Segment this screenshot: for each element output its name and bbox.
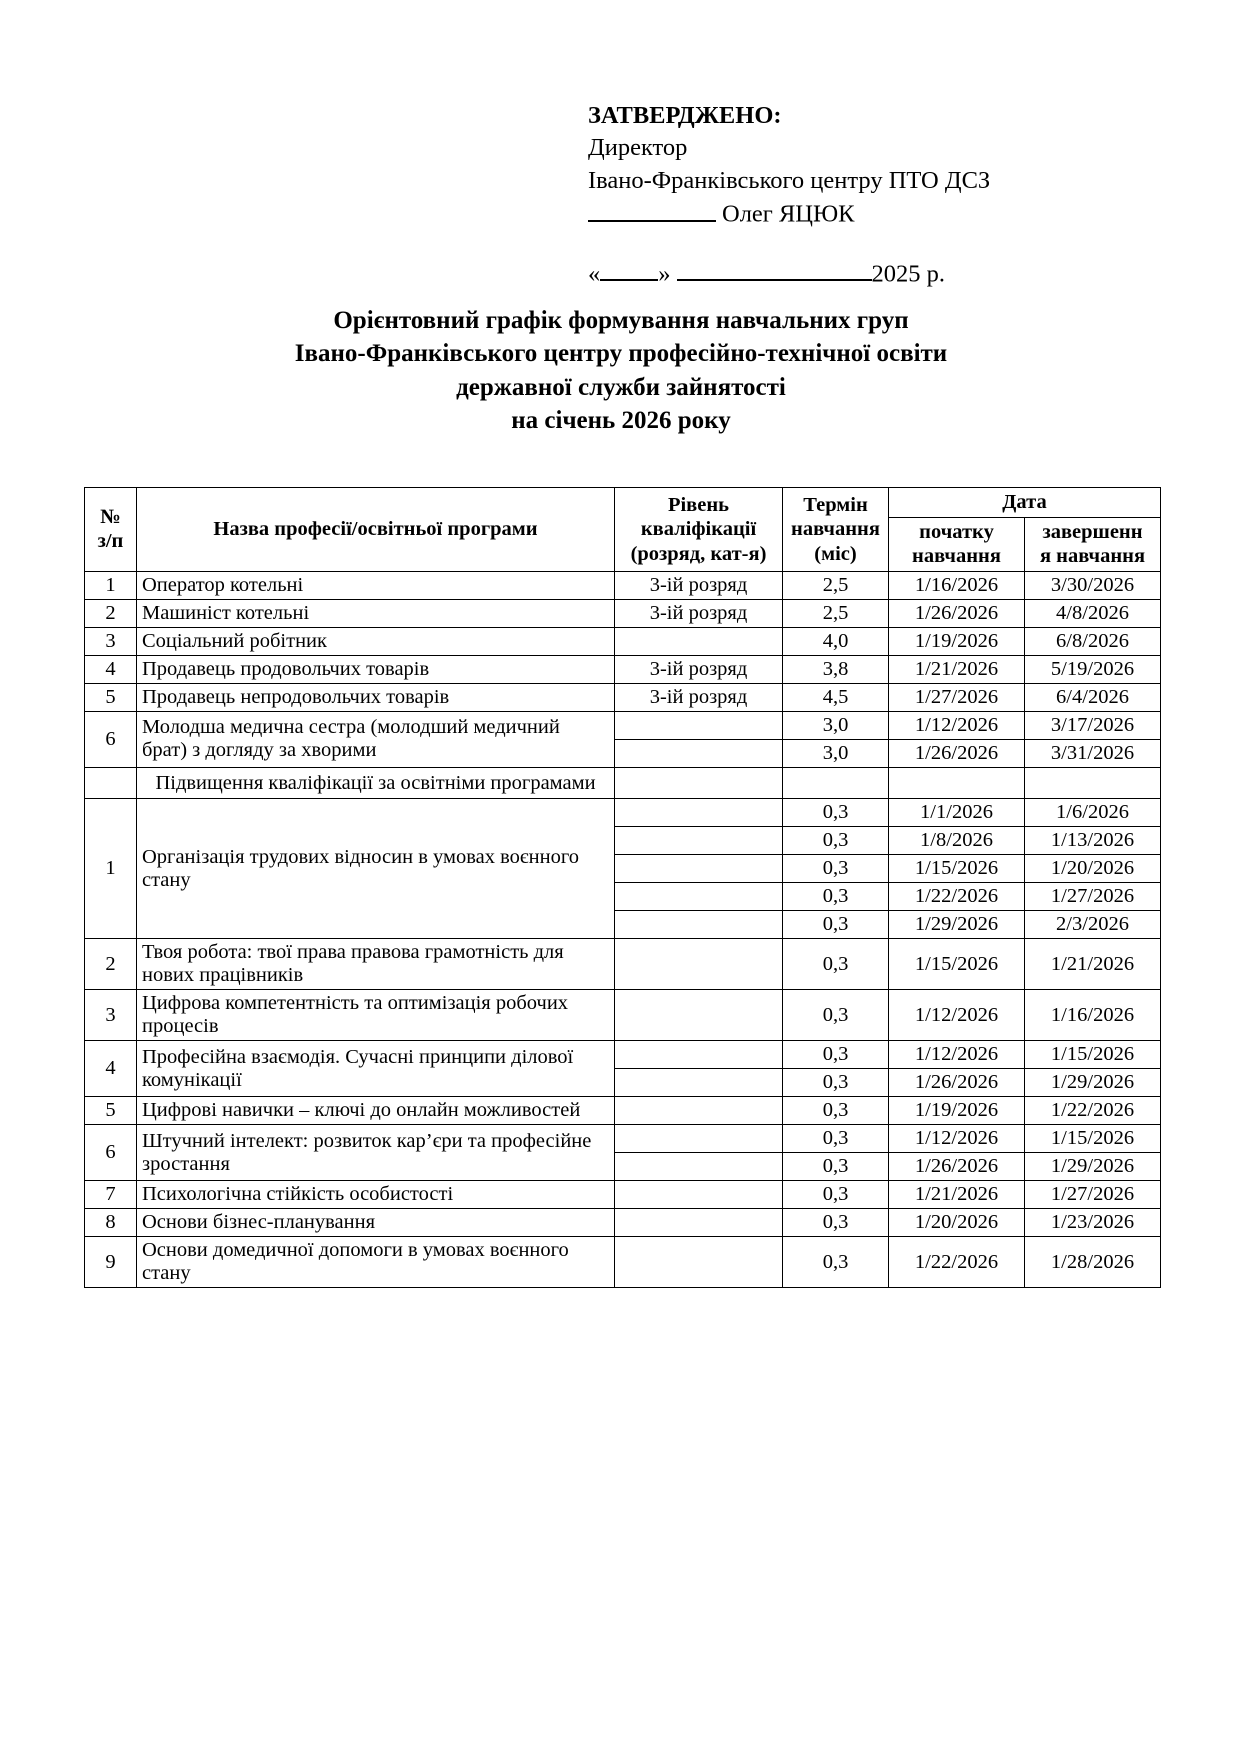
row-end-date: 1/6/2026 xyxy=(1025,799,1161,827)
row-qualification xyxy=(615,711,783,739)
row-duration: 0,3 xyxy=(783,1237,889,1288)
row-qualification xyxy=(615,627,783,655)
signature-blank xyxy=(588,197,716,222)
title-line-1: Орієнтовний графік формування навчальних груп xyxy=(333,307,909,334)
document-title xyxy=(0,304,1242,437)
row-program-name: Організація трудових відносин в умовах воєнного стану xyxy=(137,799,615,939)
row-end-date: 3/30/2026 xyxy=(1025,571,1161,599)
row-start-date: 1/1/2026 xyxy=(889,799,1025,827)
table-row xyxy=(85,990,1161,1041)
title-line-3: державної служби зайнятості xyxy=(456,373,786,401)
approval-signer: Олег ЯЦЮК xyxy=(722,200,855,228)
row-duration: 0,3 xyxy=(783,827,889,855)
row-start-date: 1/22/2026 xyxy=(889,883,1025,911)
row-qualification xyxy=(615,739,783,767)
approval-organization: Івано-Франківського центру ПТО ДСЗ xyxy=(588,166,991,194)
row-start-date: 1/26/2026 xyxy=(889,599,1025,627)
row-qualification: 3-ій розряд xyxy=(615,655,783,683)
row-number: 6 xyxy=(85,1125,137,1181)
row-end-date: 1/22/2026 xyxy=(1025,1097,1161,1125)
row-end-date: 1/20/2026 xyxy=(1025,855,1161,883)
row-start-date: 1/8/2026 xyxy=(889,827,1025,855)
row-qualification xyxy=(615,1041,783,1069)
row-duration: 0,3 xyxy=(783,990,889,1041)
header-number xyxy=(85,488,137,572)
row-duration: 0,3 xyxy=(783,883,889,911)
approval-year: 2025 р. xyxy=(871,260,945,288)
row-number: 2 xyxy=(85,939,137,990)
row-program-name: Основи домедичної допомоги в умовах воєнного стану xyxy=(137,1237,615,1288)
row-duration: 0,3 xyxy=(783,939,889,990)
row-qualification xyxy=(615,827,783,855)
row-profession-name: Продавець непродовольчих товарів xyxy=(137,683,615,711)
table-row xyxy=(85,799,1161,827)
header-date-start xyxy=(889,517,1025,571)
row-end-date: 1/15/2026 xyxy=(1025,1125,1161,1153)
row-duration: 0,3 xyxy=(783,911,889,939)
row-duration: 0,3 xyxy=(783,1125,889,1153)
row-start-date: 1/12/2026 xyxy=(889,1041,1025,1069)
row-number: 1 xyxy=(85,799,137,939)
row-qualification: 3-ій розряд xyxy=(615,683,783,711)
header-duration-line3: (міс) xyxy=(814,542,857,565)
row-program-name: Цифрові навички – ключі до онлайн можливостей xyxy=(137,1097,615,1125)
row-end-date: 3/31/2026 xyxy=(1025,739,1161,767)
row-start-date: 1/27/2026 xyxy=(889,683,1025,711)
header-number-line2: з/п xyxy=(97,530,124,553)
header-date-end xyxy=(1025,517,1161,571)
header-qualification-line2: кваліфікації xyxy=(640,518,757,541)
row-qualification xyxy=(615,1209,783,1237)
approval-role: Директор xyxy=(588,134,688,162)
header-profession-name: Назва професії/освітньої програми xyxy=(137,488,615,572)
schedule-table xyxy=(84,487,1161,1288)
row-start-date: 1/16/2026 xyxy=(889,571,1025,599)
row-start-date: 1/26/2026 xyxy=(889,1069,1025,1097)
date-quote-open: « xyxy=(588,260,601,288)
header-duration-line1: Термін xyxy=(803,493,868,516)
row-end-date: 1/28/2026 xyxy=(1025,1237,1161,1288)
row-duration: 0,3 xyxy=(783,1097,889,1125)
table-header xyxy=(85,488,1161,572)
table-row xyxy=(85,1041,1161,1069)
section-duration xyxy=(783,767,889,799)
row-end-date: 1/29/2026 xyxy=(1025,1153,1161,1181)
row-end-date: 2/3/2026 xyxy=(1025,911,1161,939)
row-start-date: 1/26/2026 xyxy=(889,1153,1025,1181)
row-qualification xyxy=(615,1097,783,1125)
header-date-end-line2: я навчання xyxy=(1039,545,1146,568)
row-number: 5 xyxy=(85,683,137,711)
row-start-date: 1/12/2026 xyxy=(889,990,1025,1041)
table-row xyxy=(85,1125,1161,1153)
date-quote-close: » xyxy=(658,260,671,288)
row-start-date: 1/19/2026 xyxy=(889,1097,1025,1125)
row-duration: 0,3 xyxy=(783,1069,889,1097)
row-duration: 0,3 xyxy=(783,855,889,883)
row-qualification xyxy=(615,939,783,990)
row-program-name: Основи бізнес-планування xyxy=(137,1209,615,1237)
approval-block xyxy=(588,100,1148,291)
row-profession-name: Оператор котельні xyxy=(137,571,615,599)
header-qualification-line1: Рівень xyxy=(667,493,730,516)
row-profession-name: Молодша медична сестра (молодший медичний брат) з догляду за хворими xyxy=(137,711,615,767)
row-end-date: 1/27/2026 xyxy=(1025,1181,1161,1209)
row-start-date: 1/12/2026 xyxy=(889,1125,1025,1153)
row-start-date: 1/19/2026 xyxy=(889,627,1025,655)
table-row xyxy=(85,939,1161,990)
row-number: 4 xyxy=(85,1041,137,1097)
row-end-date: 1/13/2026 xyxy=(1025,827,1161,855)
table-body xyxy=(85,571,1161,1288)
title-line-4: на січень 2026 року xyxy=(511,406,731,434)
row-start-date: 1/15/2026 xyxy=(889,855,1025,883)
row-duration: 0,3 xyxy=(783,1181,889,1209)
row-number: 6 xyxy=(85,711,137,767)
table-row xyxy=(85,1237,1161,1288)
row-qualification xyxy=(615,990,783,1041)
section-row-number xyxy=(85,767,137,799)
header-date-end-line1: завершенн xyxy=(1042,520,1143,543)
header-duration xyxy=(783,488,889,572)
row-end-date: 1/29/2026 xyxy=(1025,1069,1161,1097)
table-row xyxy=(85,683,1161,711)
row-start-date: 1/22/2026 xyxy=(889,1237,1025,1288)
table-header-row-1 xyxy=(85,488,1161,518)
row-number: 7 xyxy=(85,1181,137,1209)
row-qualification xyxy=(615,1125,783,1153)
table-section-heading-row xyxy=(85,767,1161,799)
row-program-name: Психологічна стійкість особистості xyxy=(137,1181,615,1209)
row-end-date: 1/27/2026 xyxy=(1025,883,1161,911)
approval-heading: ЗАТВЕРДЖЕНО: xyxy=(588,102,782,129)
row-duration: 3,8 xyxy=(783,655,889,683)
row-duration: 0,3 xyxy=(783,1209,889,1237)
header-qualification xyxy=(615,488,783,572)
table-row xyxy=(85,571,1161,599)
approval-date-line xyxy=(588,257,1148,291)
row-qualification xyxy=(615,1237,783,1288)
row-duration: 0,3 xyxy=(783,799,889,827)
row-start-date: 1/21/2026 xyxy=(889,655,1025,683)
row-qualification xyxy=(615,911,783,939)
row-qualification xyxy=(615,855,783,883)
date-month-blank xyxy=(677,257,872,282)
table-row xyxy=(85,655,1161,683)
row-profession-name: Машиніст котельні xyxy=(137,599,615,627)
row-duration: 0,3 xyxy=(783,1153,889,1181)
header-date-start-line2: навчання xyxy=(912,545,1001,568)
row-end-date: 6/4/2026 xyxy=(1025,683,1161,711)
row-start-date: 1/20/2026 xyxy=(889,1209,1025,1237)
row-duration: 3,0 xyxy=(783,711,889,739)
row-duration: 2,5 xyxy=(783,599,889,627)
header-date-start-line1: початку xyxy=(919,520,994,543)
row-number: 3 xyxy=(85,990,137,1041)
header-number-line1: № xyxy=(100,505,121,528)
row-end-date: 3/17/2026 xyxy=(1025,711,1161,739)
section-qualification xyxy=(615,767,783,799)
row-qualification xyxy=(615,799,783,827)
row-duration: 4,5 xyxy=(783,683,889,711)
header-qualification-line3: (розряд, кат-я) xyxy=(630,542,767,565)
row-number: 2 xyxy=(85,599,137,627)
title-line-2: Івано-Франківського центру професійно-технічної освіти xyxy=(294,340,948,368)
row-number: 4 xyxy=(85,655,137,683)
row-qualification: 3-ій розряд xyxy=(615,599,783,627)
row-number: 9 xyxy=(85,1237,137,1288)
row-start-date: 1/12/2026 xyxy=(889,711,1025,739)
row-end-date: 1/15/2026 xyxy=(1025,1041,1161,1069)
row-end-date: 4/8/2026 xyxy=(1025,599,1161,627)
row-end-date: 1/23/2026 xyxy=(1025,1209,1161,1237)
approval-signature-line xyxy=(588,197,1148,231)
row-qualification xyxy=(615,1181,783,1209)
table-row xyxy=(85,711,1161,739)
row-profession-name: Продавець продовольчих товарів xyxy=(137,655,615,683)
row-program-name: Професійна взаємодія. Сучасні принципи ділової комунікації xyxy=(137,1041,615,1097)
table-row xyxy=(85,1097,1161,1125)
row-qualification xyxy=(615,1069,783,1097)
date-day-blank xyxy=(600,257,658,282)
row-end-date: 1/16/2026 xyxy=(1025,990,1161,1041)
row-program-name: Твоя робота: твої права правова грамотність для нових працівників xyxy=(137,939,615,990)
section-heading-label: Підвищення кваліфікації за освітніми програмами xyxy=(137,767,615,799)
row-program-name: Штучний інтелект: розвиток кар’єри та професійне зростання xyxy=(137,1125,615,1181)
row-number: 8 xyxy=(85,1209,137,1237)
row-number: 5 xyxy=(85,1097,137,1125)
row-start-date: 1/26/2026 xyxy=(889,739,1025,767)
row-duration: 0,3 xyxy=(783,1041,889,1069)
row-start-date: 1/15/2026 xyxy=(889,939,1025,990)
row-end-date: 5/19/2026 xyxy=(1025,655,1161,683)
row-end-date: 1/21/2026 xyxy=(1025,939,1161,990)
section-start-date xyxy=(889,767,1025,799)
row-number: 1 xyxy=(85,571,137,599)
table-row xyxy=(85,599,1161,627)
row-qualification xyxy=(615,1153,783,1181)
row-program-name: Цифрова компетентність та оптимізація робочих процесів xyxy=(137,990,615,1041)
table-row xyxy=(85,1209,1161,1237)
table-row xyxy=(85,627,1161,655)
row-qualification: 3-ій розряд xyxy=(615,571,783,599)
row-start-date: 1/29/2026 xyxy=(889,911,1025,939)
row-number: 3 xyxy=(85,627,137,655)
row-start-date: 1/21/2026 xyxy=(889,1181,1025,1209)
section-end-date xyxy=(1025,767,1161,799)
row-profession-name: Соціальний робітник xyxy=(137,627,615,655)
row-qualification xyxy=(615,883,783,911)
header-date-group: Дата xyxy=(889,488,1161,518)
row-end-date: 6/8/2026 xyxy=(1025,627,1161,655)
header-duration-line2: навчання xyxy=(791,518,880,541)
table-row xyxy=(85,1181,1161,1209)
row-duration: 2,5 xyxy=(783,571,889,599)
row-duration: 3,0 xyxy=(783,739,889,767)
row-duration: 4,0 xyxy=(783,627,889,655)
